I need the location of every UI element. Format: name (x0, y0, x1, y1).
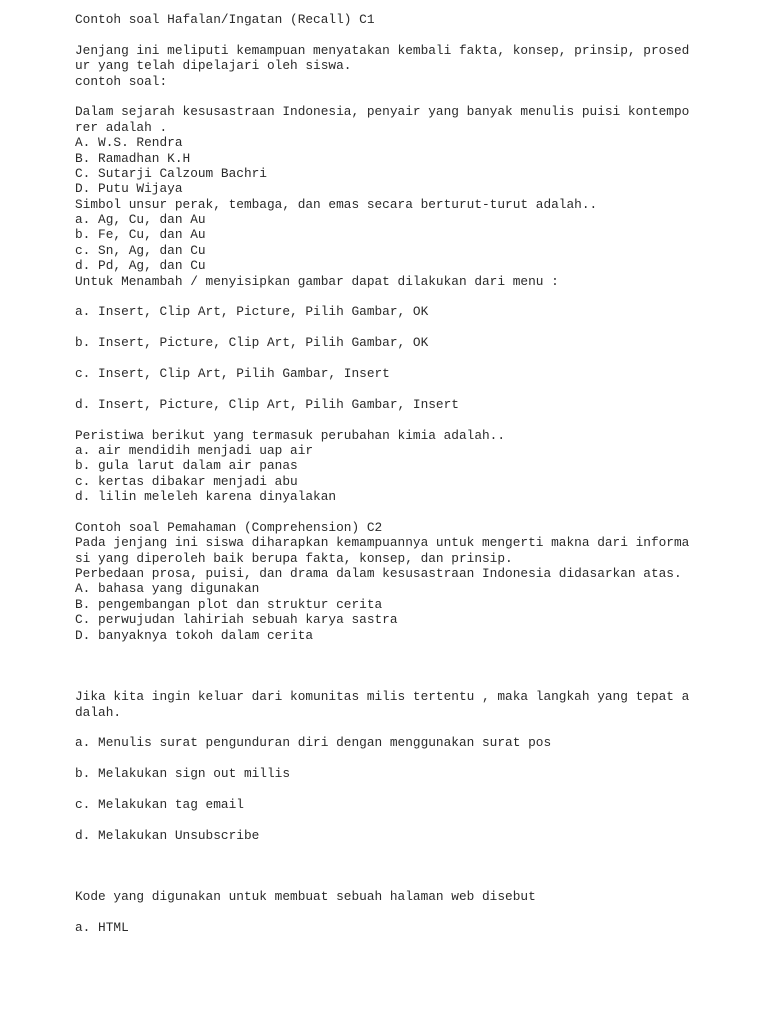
doc-line: a. Ag, Cu, dan Au (75, 212, 206, 228)
doc-line: Peristiwa berikut yang termasuk perubahan kimia adalah.. (75, 427, 506, 443)
doc-line: c. kertas dibakar menjadi abu (75, 473, 298, 489)
blank-line (75, 289, 755, 304)
doc-line: D. Putu Wijaya (75, 181, 183, 197)
doc-line: c. Sn, Ag, dan Cu (75, 242, 206, 258)
doc-line: rer adalah . (75, 119, 168, 135)
blank-line (75, 812, 755, 827)
doc-line: Contoh soal Hafalan/Ingatan (Recall) C1 (75, 12, 375, 27)
doc-line: Jenjang ini meliputi kemampuan menyatakan kembali fakta, konsep, prinsip, prosed (75, 42, 690, 58)
doc-line: C. Sutarji Calzoum Bachri (75, 165, 267, 181)
blank-line (75, 320, 755, 335)
doc-line: ur yang telah dipelajari oleh siswa. (75, 58, 352, 74)
blank-line (75, 643, 755, 658)
doc-line: Pada jenjang ini siswa diharapkan kemampuannya untuk mengerti makna dari informa (75, 535, 690, 551)
blank-line (75, 658, 755, 673)
doc-line: d. Pd, Ag, dan Cu (75, 258, 206, 274)
doc-line: Simbol unsur perak, tembaga, dan emas secara berturut-turut adalah.. (75, 196, 598, 212)
doc-line: Jika kita ingin keluar dari komunitas milis tertentu , maka langkah yang tepat a (75, 689, 690, 705)
doc-line: Kode yang digunakan untuk membuat sebuah halaman web disebut (75, 889, 544, 905)
doc-line: Perbedaan prosa, puisi, dan drama dalam kesusastraan Indonesia didasarkan atas. (75, 566, 682, 582)
doc-line: a. Menulis surat pengunduran diri dengan menggunakan surat pos (75, 735, 552, 751)
doc-line: c. Insert, Clip Art, Pilih Gambar, Insert (75, 365, 390, 381)
doc-line: C. perwujudan lahiriah sebuah karya sastra (75, 612, 398, 628)
doc-line: B. Ramadhan K.H (75, 150, 191, 166)
blank-line (75, 674, 755, 689)
doc-line: dalah. (75, 704, 122, 720)
doc-line: c. Melakukan tag email (75, 796, 244, 812)
doc-line: Dalam sejarah kesusastraan Indonesia, penyair yang banyak menulis puisi kontempo (75, 104, 690, 120)
blank-line (75, 27, 755, 42)
blank-line (75, 751, 755, 766)
doc-line: D. banyaknya tokoh dalam cerita (75, 627, 314, 643)
doc-line: d. lilin meleleh karena dinyalakan (75, 489, 337, 505)
blank-line (75, 843, 755, 858)
blank-line (75, 412, 755, 427)
blank-line (75, 858, 755, 873)
blank-line (75, 381, 755, 396)
doc-line: a. air mendidih menjadi uap air (75, 442, 314, 458)
blank-line (75, 782, 755, 797)
blank-line (75, 905, 755, 920)
doc-line: d. Insert, Picture, Clip Art, Pilih Gambar, Insert (75, 396, 459, 412)
doc-line: b. Fe, Cu, dan Au (75, 227, 206, 243)
blank-line (75, 89, 755, 104)
doc-line: contoh soal: (75, 73, 168, 89)
doc-line: a. HTML (75, 920, 129, 936)
doc-line: A. bahasa yang digunakan (75, 581, 260, 597)
doc-line: B. pengembangan plot dan struktur cerita (75, 596, 383, 612)
document-page (75, 12, 755, 935)
doc-line: b. Melakukan sign out millis (75, 766, 291, 782)
blank-line (75, 720, 755, 735)
doc-line: Untuk Menambah / menyisipkan gambar dapat dilakukan dari menu : (75, 273, 559, 289)
doc-line: a. Insert, Clip Art, Picture, Pilih Gambar, OK (75, 304, 429, 320)
doc-line: b. Insert, Picture, Clip Art, Pilih Gambar, OK (75, 335, 429, 351)
blank-line (75, 351, 755, 366)
blank-line (75, 505, 755, 520)
doc-line: Contoh soal Pemahaman (Comprehension) C2 (75, 519, 383, 535)
doc-line: si yang diperoleh baik berupa fakta, konsep, dan prinsip. (75, 550, 513, 566)
blank-line (75, 874, 755, 889)
doc-line: b. gula larut dalam air panas (75, 458, 298, 474)
doc-line: A. W.S. Rendra (75, 135, 183, 151)
doc-line: d. Melakukan Unsubscribe (75, 827, 260, 843)
